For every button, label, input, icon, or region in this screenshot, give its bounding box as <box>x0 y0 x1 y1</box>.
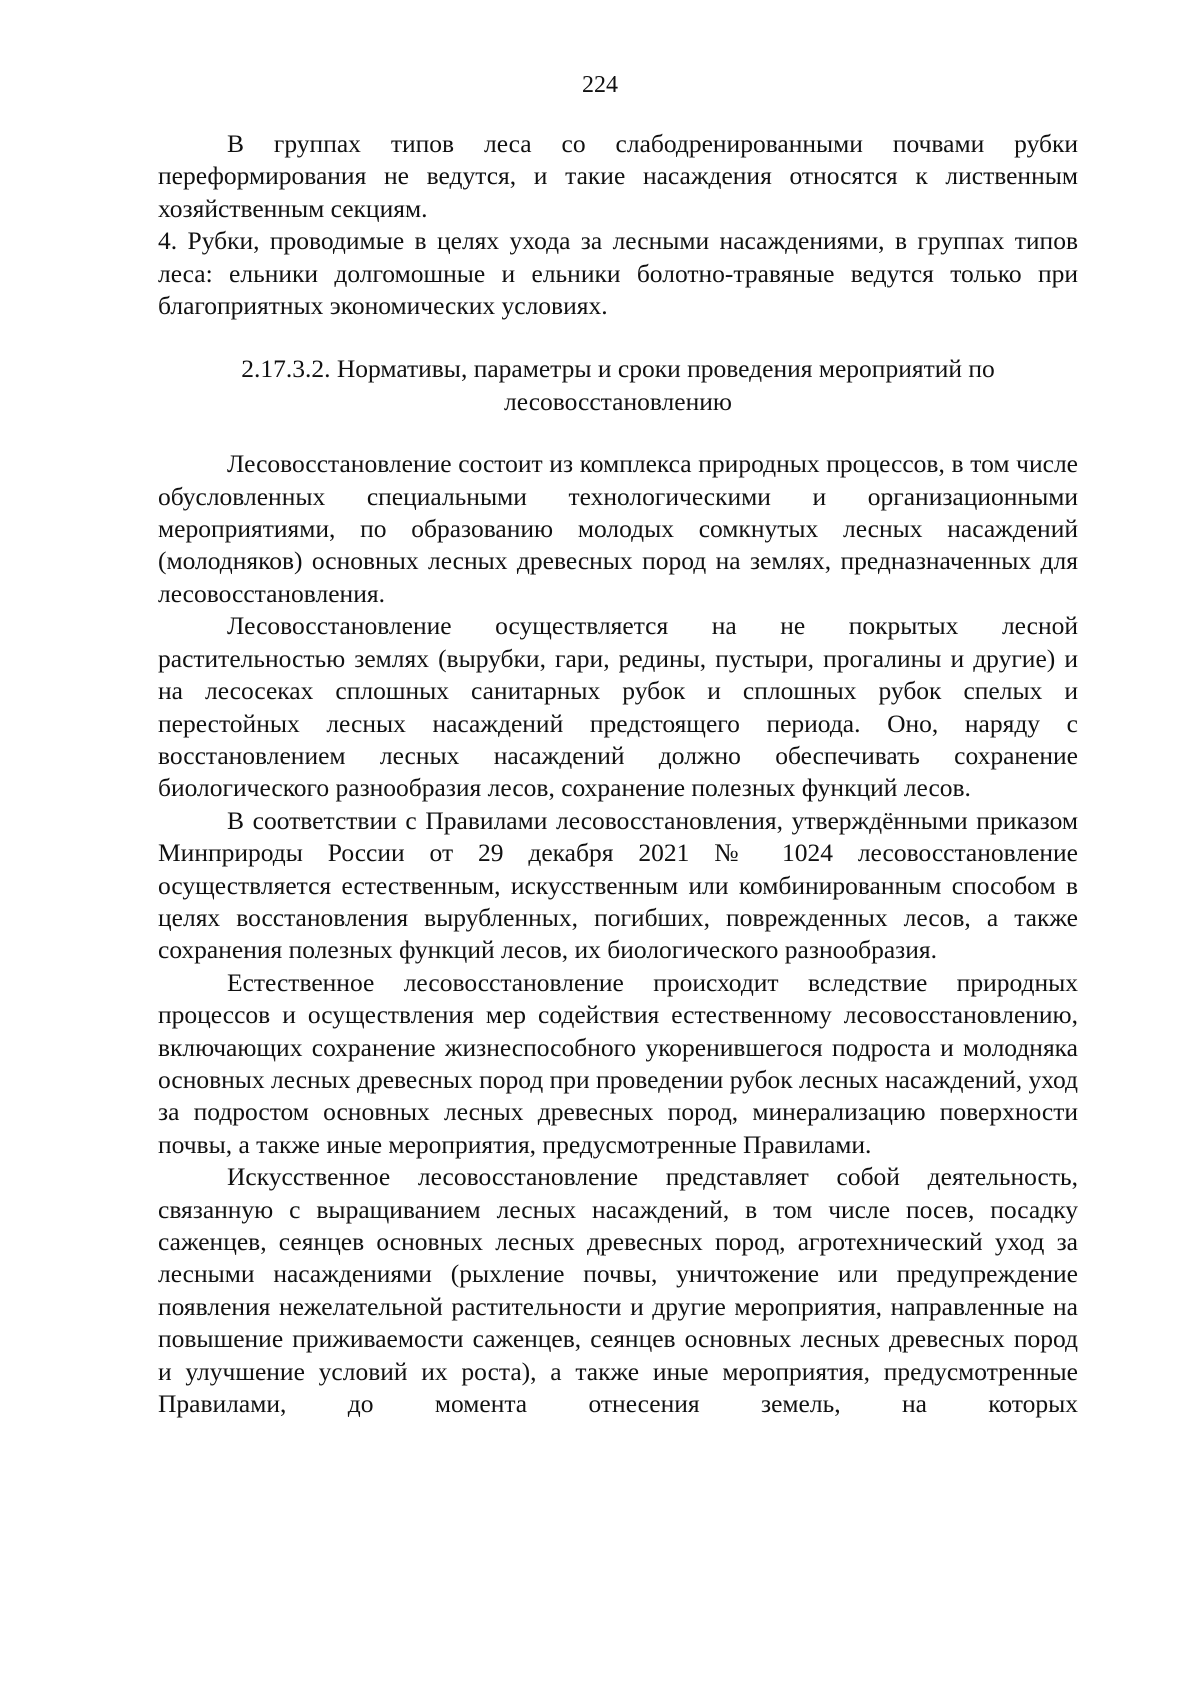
paragraph-reforestation-definition: Лесовосстановление состоит из комплекса природных процессов, в том числе обусловленных специальными технологическими и организационными мероприятиями, по образованию молодых сомкнутых лесных насаждений (молодняков) основных лесных древесных пород на землях, предназначенных для лесовосстановления. <box>158 449 1078 608</box>
section-heading-line-1: 2.17.3.2. Нормативы, параметры и сроки проведения мероприятий по <box>241 354 995 384</box>
page-number: 224 <box>582 72 618 98</box>
paragraph-item-4: 4. Рубки, проводимые в целях ухода за лесными насаждениями, в группах типов леса: ельники долгомошные и ельники болотно-травяные ведутся только при благоприятных экономических условиях. <box>158 226 1078 321</box>
section-heading-line-2: лесовосстановлению <box>504 386 732 416</box>
section-heading <box>158 353 1078 418</box>
paragraph-natural-reforestation: Естественное лесовосстановление происходит вследствие природных процессов и осуществления мер содействия естественному лесовосстановлению, включающих сохранение жизнеспособного укоренившегося подроста и молодняка основных лесных древесных пород при проведении рубок лесных насаждений, уход за подростом основных лесных древесных пород, минерализацию поверхности почвы, а также иные мероприятия, предусмотренные Правилами. <box>158 967 1078 1159</box>
paragraph-artificial-reforestation: Искусственное лесовосстановление представляет собой деятельность, связанную с выращиванием лесных насаждений, в том числе посев, посадку саженцев, сеянцев основных лесных древесных пород, агротехнический уход за лесными насаждениями (рыхление почвы, уничтожение или предупреждение появления нежелательной растительности и другие мероприятия, направленные на повышение приживаемости саженцев, сеянцев основных лесных древесных пород и улучшение условий их роста), а также иные мероприятия, предусмотренные Правилами, до момента отнесения земель, на которых <box>158 1162 1078 1419</box>
page-content <box>158 128 1078 1420</box>
paragraph-rules-reference: В соответствии с Правилами лесовосстановления, утверждёнными приказом Минприроды России от 29 декабря 2021 № 1024 лесовосстановление осуществляется естественным, искусственным или комбинированным способом в целях восстановления вырубленных, погибших, поврежденных лесов, а также сохранения полезных функций лесов, их биологического разнообразия. <box>158 805 1078 965</box>
paragraph-reforestation-lands: Лесовосстановление осуществляется на не покрытых лесной растительностью землях (вырубки, гари, редины, пустыри, прогалины и другие) и на лесосеках сплошных санитарных рубок и сплошных рубок спелых и перестойных лесных насаждений предстоящего периода. Оно, наряду с восстановлением лесных насаждений должно обеспечивать сохранение биологического разнообразия лесов, сохранение полезных функций лесов. <box>158 611 1078 803</box>
paragraph-drainage: В группах типов леса со слабодренированными почвами рубки переформирования не ведутся, и такие насаждения относятся к лиственным хозяйственным секциям. <box>158 129 1078 223</box>
